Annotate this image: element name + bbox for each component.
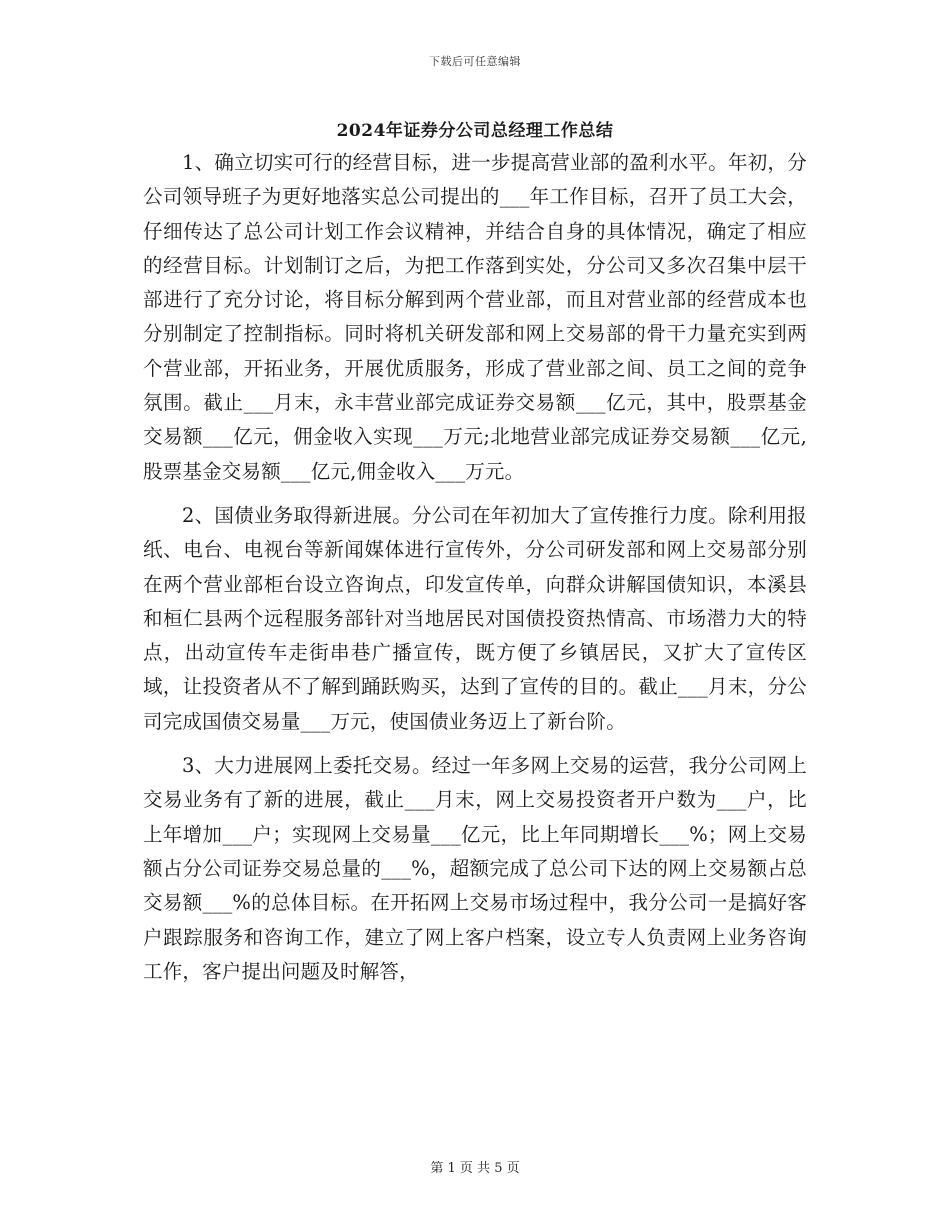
page-header-note: 下载后可任意编辑 bbox=[429, 55, 521, 68]
page-number: 第 1 页 共 5 页 bbox=[430, 1161, 520, 1176]
document-body bbox=[143, 146, 807, 999]
paragraph-3: 3、大力进展网上委托交易。经过一年多网上交易的运营，我分公司网上交易业务有了新的进展，截止___月末，网上交易投资者开户数为___户，比上年增加___户；实现网上交易量___亿元，比上年同期增长___%；网上交易额占分公司证券交易总量的___%，超额完成了总公司下达的网上交易额占总交易额___%的总体目标。在开拓网上交易市场过程中，我分公司一是搞好客户跟踪服务和咨询工作，建立了网上客户档案，设立专人负责网上业务咨询工作，客户提出问题及时解答， bbox=[143, 754, 807, 983]
paragraph-2: 2、国债业务取得新进展。分公司在年初加大了宣传推行力度。除利用报纸、电台、电视台等新闻媒体进行宣传外，分公司研发部和网上交易部分别在两个营业部柜台设立咨询点，印发宣传单，向群众讲解国债知识，本溪县和桓仁县两个远程服务部针对当地居民对国债投资热情高、市场潜力大的特点，出动宣传车走街串巷广播宣传，既方便了乡镇居民，又扩大了宣传区域，让投资者从不了解到踊跃购买，达到了宣传的目的。截止___月末，分公司完成国债交易量___万元，使国债业务迈上了新台阶。 bbox=[143, 503, 807, 733]
paragraph-1: 1、确立切实可行的经营目标，进一步提高营业部的盈利水平。年初，分公司领导班子为更好地落实总公司提出的___年工作目标，召开了员工大会，仔细传达了总公司计划工作会议精神，并结合自身的具体情况，确定了相应的经营目标。计划制订之后，为把工作落到实处，分公司又多次召集中层干部进行了充分讨论，将目标分解到两个营业部，而且对营业部的经营成本也分别制定了控制指标。同时将机关研发部和网上交易部的骨干力量充实到两个营业部，开拓业务，开展优质服务，形成了营业部之间、员工之间的竞争氛围。截止___月末，永丰营业部完成证券交易额___亿元，其中，股票基金交易额___亿元，佣金收入实现___万元;北地营业部完成证券交易额___亿元,股票基金交易额___亿元,佣金收入___万元。 bbox=[143, 151, 807, 483]
document-title: 2024年证券分公司总经理工作总结 bbox=[336, 121, 614, 141]
